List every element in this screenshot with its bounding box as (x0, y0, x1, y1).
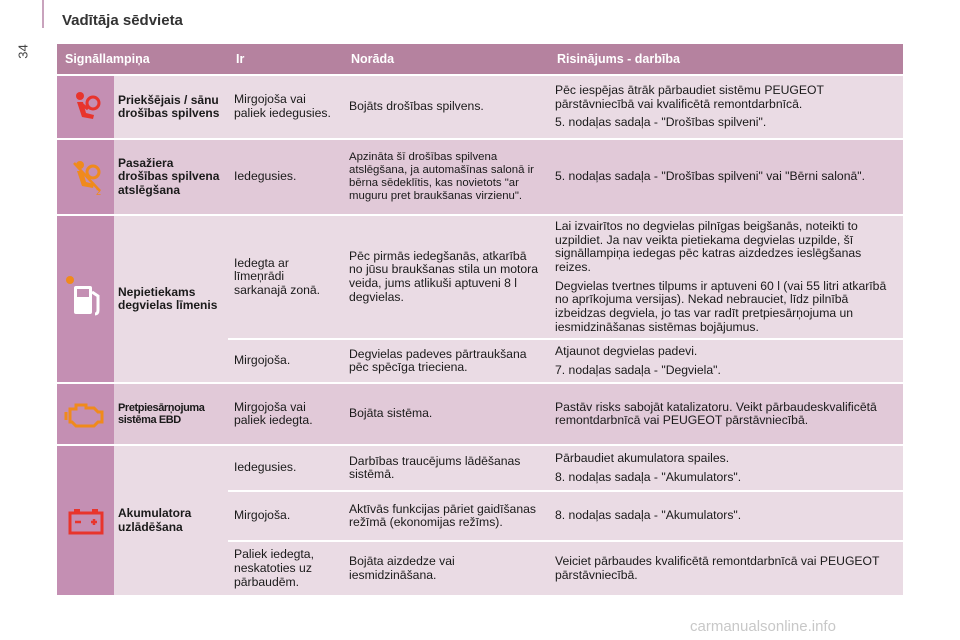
lamp-cause: Bojāta sistēma. (343, 383, 549, 445)
lamp-state: Mirgojoša. (228, 491, 343, 541)
lamp-action (549, 215, 903, 339)
action-text: 5. nodaļas sadaļa - "Drošības spilveni". (555, 115, 767, 130)
action-text: Veiciet pārbaudes kvalificētā remontdarbnīcā vai PEUGEOT pārstāvniecībā. (555, 554, 880, 582)
battery-icon (57, 445, 114, 595)
lamp-action (549, 75, 903, 139)
fuel-pump-icon (57, 215, 114, 383)
lamp-name: Pretpiesārņojuma sistēma EBD (114, 383, 228, 445)
page-number: 34 (15, 44, 31, 59)
lamp-name: Priekšējais / sānu drošības spilvens (114, 75, 228, 139)
action-text: 5. nodaļas sadaļa - "Drošības spilveni" vai "Bērni salonā". (555, 169, 865, 184)
action-text: 7. nodaļas sadaļa - "Degviela". (555, 362, 721, 377)
lamp-cause: Pēc pirmās iedegšanās, atkarībā no jūsu braukšanas stila un motora veida, jums atlikuši aptuveni 8 l degvielas. (343, 215, 549, 339)
lamp-action (549, 541, 903, 595)
lamp-action (549, 491, 903, 541)
lamp-action (549, 339, 903, 383)
lamp-cause: Degvielas padeves pārtraukšana pēc spēcīga trieciena. (343, 339, 549, 383)
action-text: Pārbaudiet akumulatora spailes. (555, 451, 730, 466)
lamp-action (549, 383, 903, 445)
lamp-cause: Apzināta šī drošības spilvena atslēgšana, ja automašīnas salonā ir bērna sēdeklītis, kas novietots "ar muguru pret braukšanas virzienu". (343, 139, 549, 215)
lamp-cause: Aktīvās funkcijas pāriet gaidīšanas režīmā (ekonomijas režīms). (343, 491, 549, 541)
header-state: Ir (228, 44, 343, 75)
header-action: Risinājums - darbība (549, 44, 903, 75)
header-lamp: Signāllampiņa (57, 44, 228, 75)
lamp-cause: Bojāts drošības spilvens. (343, 75, 549, 139)
lamp-action (549, 139, 903, 215)
lamp-cause: Darbības traucējums lādēšanas sistēmā. (343, 445, 549, 491)
table-row (57, 383, 903, 445)
passenger-airbag-off-icon (57, 139, 114, 215)
action-text: Pēc iespējas ātrāk pārbaudiet sistēmu PEUGEOT pārstāvniecībā vai kvalificētā remontdarbnīcā. (555, 83, 824, 111)
lamp-name: Pasažiera drošības spilvena atslēgšana (114, 139, 228, 215)
lamp-state: Mirgojoša. (228, 339, 343, 383)
table-row (57, 445, 903, 491)
header-cause: Norāda (343, 44, 549, 75)
watermark: carmanualsonline.info (690, 618, 836, 635)
lamp-state: Iedegusies. (228, 139, 343, 215)
engine-check-icon (57, 383, 114, 445)
lamp-name: Nepietiekams degvielas līmenis (114, 215, 228, 383)
lamp-state: Mirgojoša vai paliek iedegta. (228, 383, 343, 445)
action-text: Degvielas tvertnes tilpums ir aptuveni 60 l (vai 55 litri atkarībā no aprīkojuma versijas). Nekad nebrauciet, līdz pilnībā izbeidzas degviela, jo tas var radīt pretpiesārņojuma un iesmidzināšanas sistēmas bojājumus. (555, 278, 887, 334)
warning-lamps-table (57, 44, 903, 595)
action-text: 8. nodaļas sadaļa - "Akumulators". (555, 469, 742, 484)
table-header-row (57, 44, 903, 75)
lamp-state: Iedegusies. (228, 445, 343, 491)
airbag-icon (57, 75, 114, 139)
table-row (57, 215, 903, 339)
action-text: Lai izvairītos no degvielas pilnīgas beigšanās, noteikti to uzpildiet. Ja nav veikta pietiekama degvielas uzpilde, šī signāllampiņa iedegas pēc katras aizdedzes ieslēgšanas reizes. (555, 219, 862, 274)
action-text: Atjaunot degvielas padevi. (555, 344, 698, 359)
lamp-cause: Bojāta aizdedze vai iesmidzināšana. (343, 541, 549, 595)
section-title: Vadītāja sēdvieta (62, 12, 183, 29)
action-text: 8. nodaļas sadaļa - "Akumulators". (555, 508, 742, 523)
table-row (57, 139, 903, 215)
action-text: Pastāv risks sabojāt katalizatoru. Veikt pārbaudeskvalificētā remontdarbnīcā vai PEUGEOT pārstāvniecībā. (555, 399, 877, 428)
lamp-action (549, 445, 903, 491)
lamp-name: Akumulatora uzlādēšana (114, 445, 228, 595)
lamp-state: Paliek iedegta, neskatoties uz pārbaudēm. (228, 541, 343, 595)
table-row (57, 75, 903, 139)
lamp-state: Iedegta ar līmeņrādi sarkanajā zonā. (228, 215, 343, 339)
margin-rule (42, 0, 44, 28)
svg-text:2: 2 (95, 187, 101, 197)
lamp-state: Mirgojoša vai paliek iedegusies. (228, 75, 343, 139)
